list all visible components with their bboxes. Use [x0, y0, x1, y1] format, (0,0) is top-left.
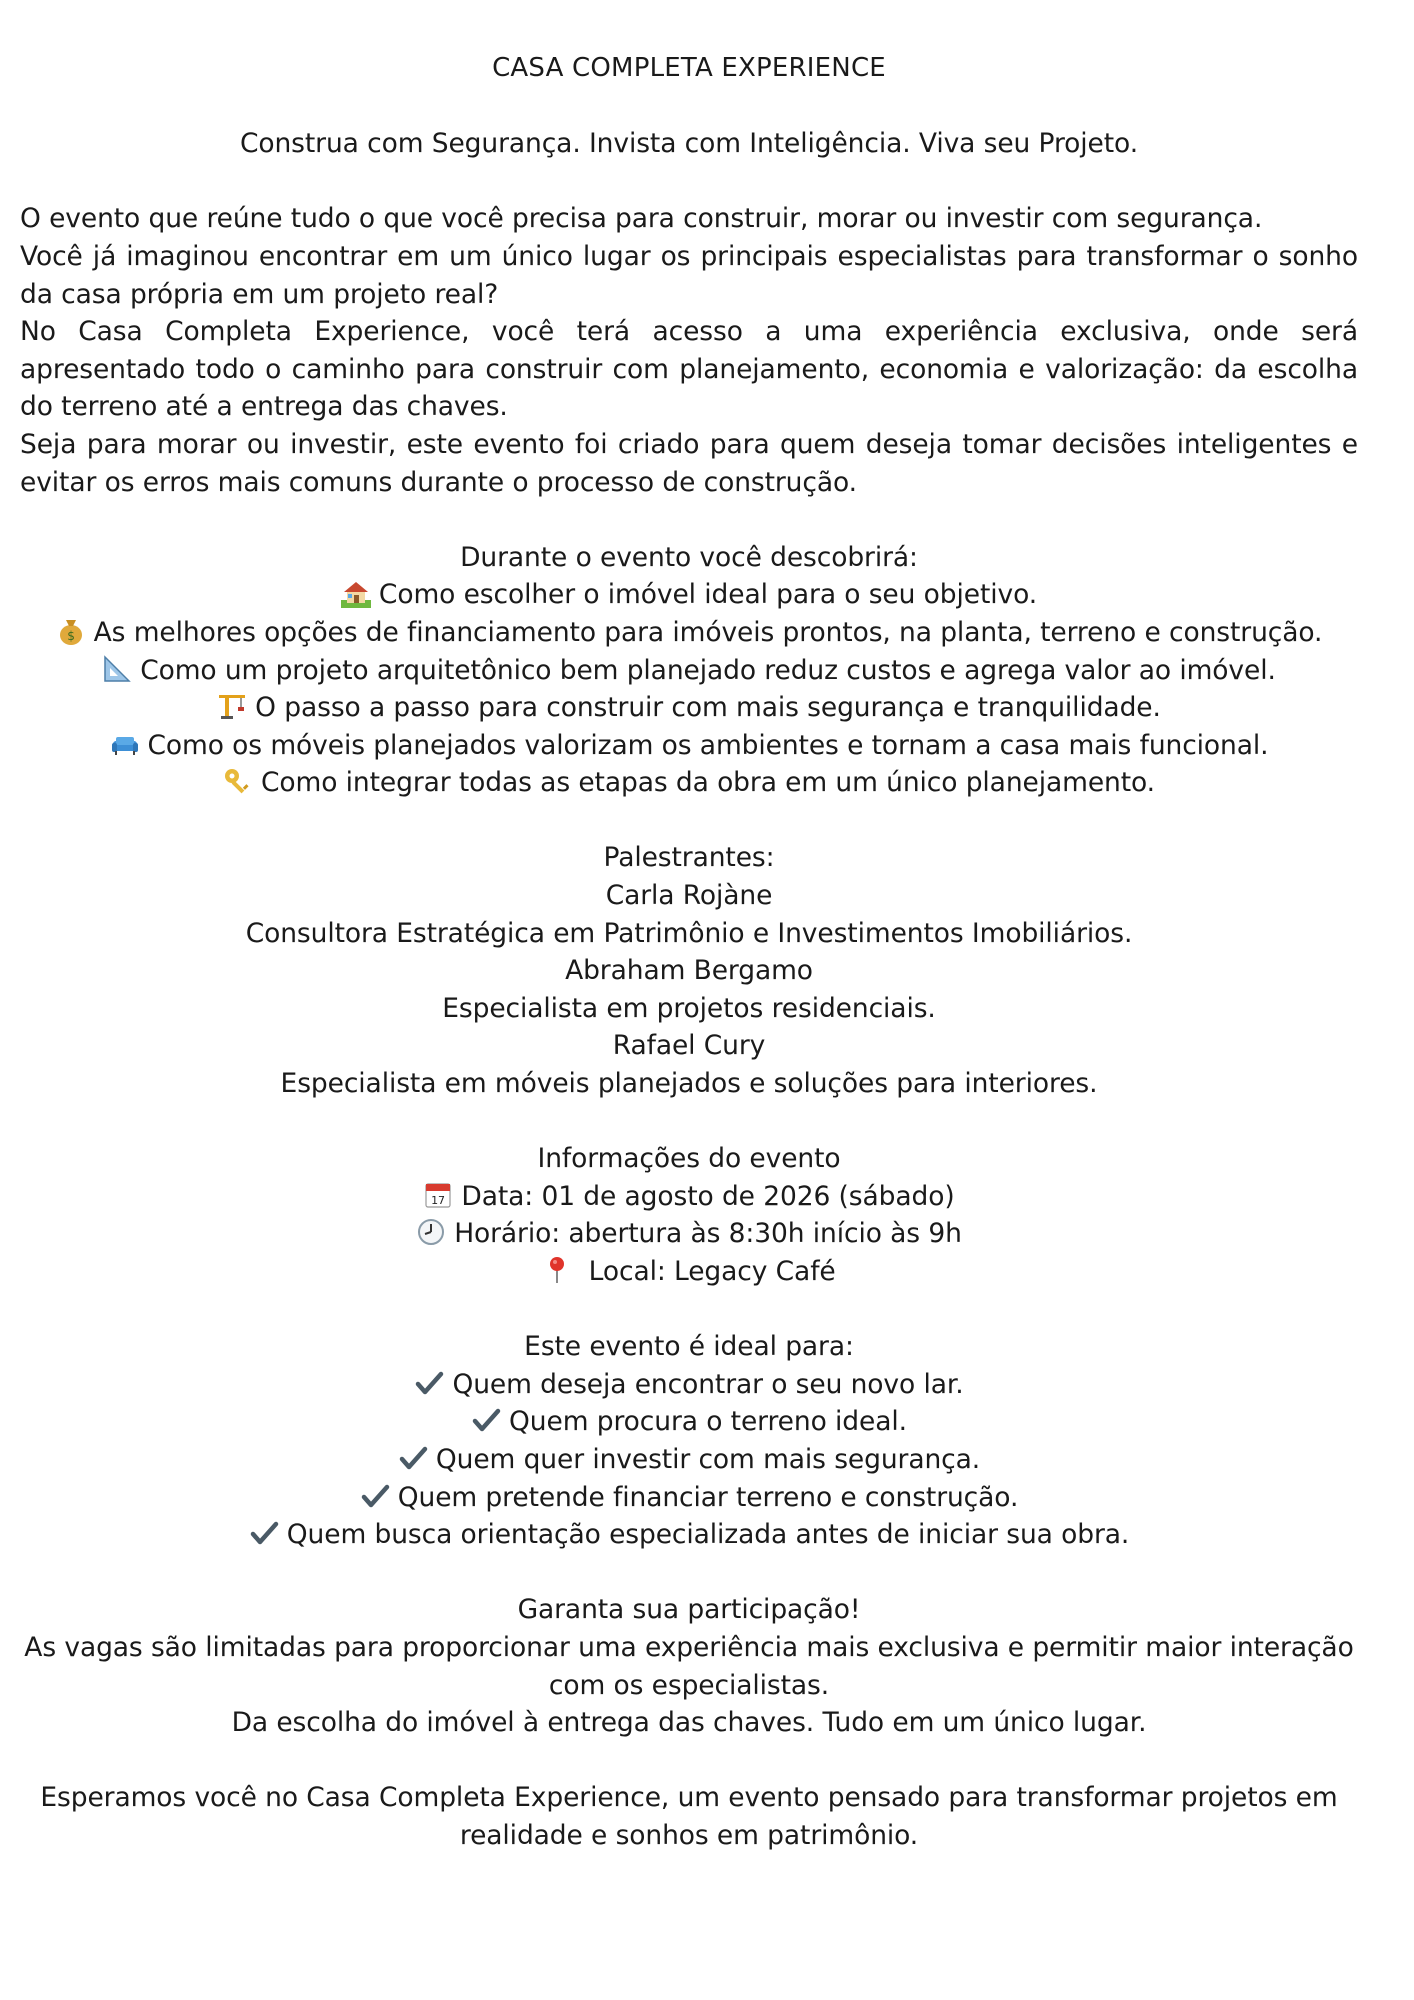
spacer: [20, 1103, 1358, 1141]
svg-text:$: $: [66, 628, 75, 643]
discover-section: [20, 539, 1358, 802]
ideal-item: [20, 1516, 1358, 1554]
ideal-item-text: Quem pretende financiar terreno e construção.: [397, 1481, 1019, 1513]
info-item-text: Local: Legacy Café: [580, 1256, 836, 1287]
info-item: [20, 1178, 1358, 1216]
cta-heading: Garanta sua participação!: [517, 1594, 861, 1626]
discover-item: [20, 652, 1358, 690]
discover-item-text: O passo a passo para construir com mais segurança e tranquilidade.: [255, 692, 1161, 724]
clock-icon: [416, 1217, 446, 1247]
ideal-heading: Este evento é ideal para:: [524, 1331, 854, 1363]
cta-tagline: Da escolha do imóvel à entrega das chaves. Tudo em um único lugar.: [231, 1707, 1147, 1739]
ideal-item: [20, 1479, 1358, 1517]
speaker-name: Abraham Bergamo: [565, 955, 813, 987]
discover-item: [20, 576, 1358, 614]
check-icon: [360, 1481, 390, 1511]
document-title: CASA COMPLETA EXPERIENCE: [492, 53, 886, 83]
check-icon: [471, 1405, 501, 1435]
intro-paragraph-1: O evento que reúne tudo o que você precisa para construir, morar ou investir com segurança.: [20, 203, 1263, 235]
info-heading: Informações do evento: [537, 1143, 841, 1175]
spacer: [20, 802, 1358, 840]
discover-item: [20, 689, 1358, 727]
intro-paragraph-4: Seja para morar ou investir, este evento foi criado para quem deseja tomar decisões inteligentes e evitar os erros mais comuns durante o processo de construção.: [20, 428, 1358, 498]
ideal-item: [20, 1403, 1358, 1441]
ideal-item-text: Quem deseja encontrar o seu novo lar.: [452, 1368, 964, 1400]
spacer: [20, 88, 1358, 126]
info-section: [20, 1140, 1358, 1290]
discover-item-text: Como os móveis planejados valorizam os ambientes e tornam a casa mais funcional.: [147, 729, 1269, 761]
ideal-section: [20, 1328, 1358, 1554]
discover-item: [20, 727, 1358, 765]
speaker-role: Especialista em projetos residenciais.: [442, 992, 936, 1024]
discover-item-text: As melhores opções de financiamento para imóveis prontos, na planta, terreno e construção.: [93, 616, 1323, 648]
ideal-item: [20, 1441, 1358, 1479]
cta-text: As vagas são limitadas para proporcionar uma experiência mais exclusiva e permitir maior interação com os especialistas.: [24, 1631, 1354, 1701]
speaker-role: Consultora Estratégica em Patrimônio e Investimentos Imobiliários.: [245, 917, 1133, 949]
intro-paragraph-3: No Casa Completa Experience, você terá acesso a uma experiência exclusiva, onde será apresentado todo o caminho para construir com planejamento, economia e valorização: da escolha do terreno até a entrega das chaves.: [20, 316, 1358, 423]
ideal-item-text: Quem quer investir com mais segurança.: [435, 1443, 981, 1475]
pin-icon: [542, 1255, 572, 1285]
speaker-name: Rafael Cury: [612, 1030, 766, 1062]
ideal-item-text: Quem busca orientação especializada antes de iniciar sua obra.: [286, 1519, 1130, 1551]
ideal-item-text: Quem procura o terreno ideal.: [509, 1406, 907, 1438]
spacer: [20, 163, 1358, 201]
check-icon: [414, 1368, 444, 1398]
discover-item-text: Como integrar todas as etapas da obra em um único planejamento.: [261, 767, 1155, 799]
speakers-section: [20, 839, 1358, 1102]
spacer: [20, 501, 1358, 539]
construction-crane-icon: [217, 691, 247, 721]
ideal-item: [20, 1366, 1358, 1404]
money-bag-icon: [56, 616, 86, 646]
house-icon: [341, 578, 371, 608]
speaker-name: Carla Rojàne: [605, 880, 773, 912]
discover-item: [20, 764, 1358, 802]
info-item: [20, 1215, 1358, 1253]
triangular-ruler-icon: [102, 654, 132, 684]
discover-heading: Durante o evento você descobrirá:: [460, 541, 918, 573]
speakers-heading: Palestrantes:: [603, 842, 775, 874]
spacer: [20, 1554, 1358, 1592]
calendar-icon: [423, 1180, 453, 1210]
info-item-text: Horário: abertura às 8:30h início às 9h: [454, 1218, 962, 1250]
check-icon: [398, 1443, 428, 1473]
discover-item-text: Como escolher o imóvel ideal para o seu objetivo.: [378, 579, 1038, 611]
intro-paragraph-2: Você já imaginou encontrar em um único lugar os principais especialistas para transformar o sonho da casa própria em um projeto real?: [20, 240, 1358, 310]
closing-text: Esperamos você no Casa Completa Experience, um evento pensado para transformar projetos em realidade e sonhos em patrimônio.: [40, 1782, 1338, 1851]
speaker-role: Especialista em móveis planejados e soluções para interiores.: [280, 1068, 1098, 1100]
key-icon: [223, 766, 253, 796]
svg-text:17: 17: [431, 1193, 446, 1207]
discover-item-text: Como um projeto arquitetônico bem planejado reduz custos e agrega valor ao imóvel.: [140, 654, 1276, 686]
couch-icon: [110, 729, 140, 759]
tagline: Construa com Segurança. Invista com Inteligência. Viva seu Projeto.: [239, 128, 1139, 160]
cta-section: [20, 1591, 1358, 1741]
info-item-text: Data: 01 de agosto de 2026 (sábado): [461, 1180, 955, 1212]
spacer: [20, 1291, 1358, 1329]
info-item: [20, 1253, 1358, 1291]
spacer: [20, 1742, 1358, 1780]
check-icon: [249, 1518, 279, 1548]
discover-item: [20, 614, 1358, 652]
